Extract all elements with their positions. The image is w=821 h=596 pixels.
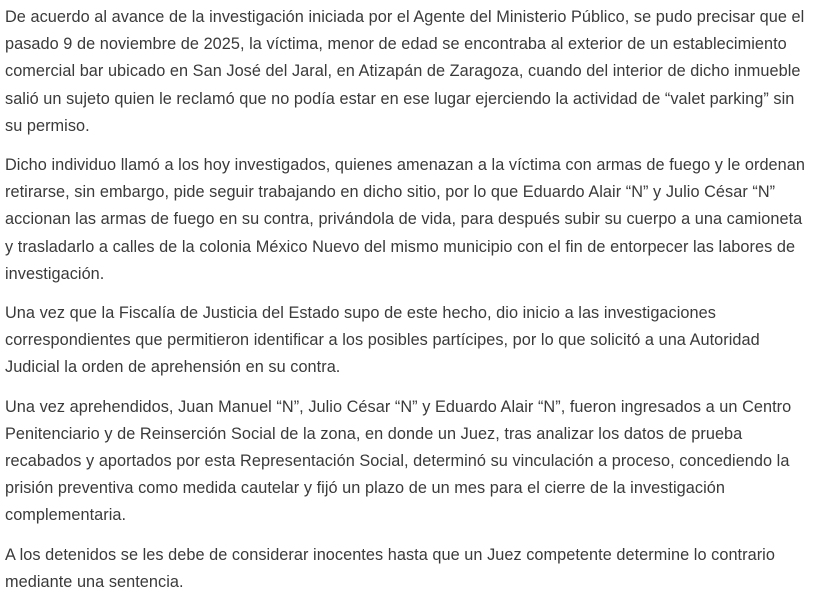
paragraph-investigation-start: De acuerdo al avance de la investigación iniciada por el Agente del Ministerio Público, se pudo precisar que el pasado 9 de noviembre de 2025, la víctima, menor de edad se encontraba al exterior de un establecimiento comercial bar ubicado en San José del Jaral, en Atizapán de Zaragoza, cuando del interior de dicho inmueble salió un sujeto quien le reclamó que no podía estar en ese lugar ejerciendo la actividad de “valet parking” sin su permiso. xyxy=(5,8,805,135)
paragraph-judicial-process: Una vez aprehendidos, Juan Manuel “N”, Julio César “N” y Eduardo Alair “N”, fueron ingresados a un Centro Penitenciario y de Reinserción Social de la zona, en donde un Juez, tras analizar los datos de prueba recabados y aportados por esta Representación Social, determinó su vinculación a proceso, concediendo la prisión preventiva como medida cautelar y fijó un plazo de un mes para el cierre de la investigación complementaria. xyxy=(5,397,792,525)
paragraph-arrest-warrant: Una vez que la Fiscalía de Justicia del Estado supo de este hecho, dio inicio a las investigaciones correspondientes que permitieron identificar a los posibles partícipes, por lo que solicitó a una Autoridad Judicial la orden de aprehensión en su contra. xyxy=(5,304,760,377)
paragraph-shooting: Dicho individuo llamó a los hoy investigados, quienes amenazan a la víctima con armas de fuego y le ordenan retirarse, sin embargo, pide seguir trabajando en dicho sitio, por lo que Eduardo Alair “N” y Julio César “N” accionan las armas de fuego en su contra, privándola de vida, para después subir su cuerpo a una camioneta y trasladarlo a calles de la colonia México Nuevo del mismo municipio con el fin de entorpecer las labores de investigación. xyxy=(5,156,805,283)
paragraph-presumption-innocence: A los detenidos se les debe de considerar inocentes hasta que un Juez competente determine lo contrario mediante una sentencia. xyxy=(5,545,775,591)
